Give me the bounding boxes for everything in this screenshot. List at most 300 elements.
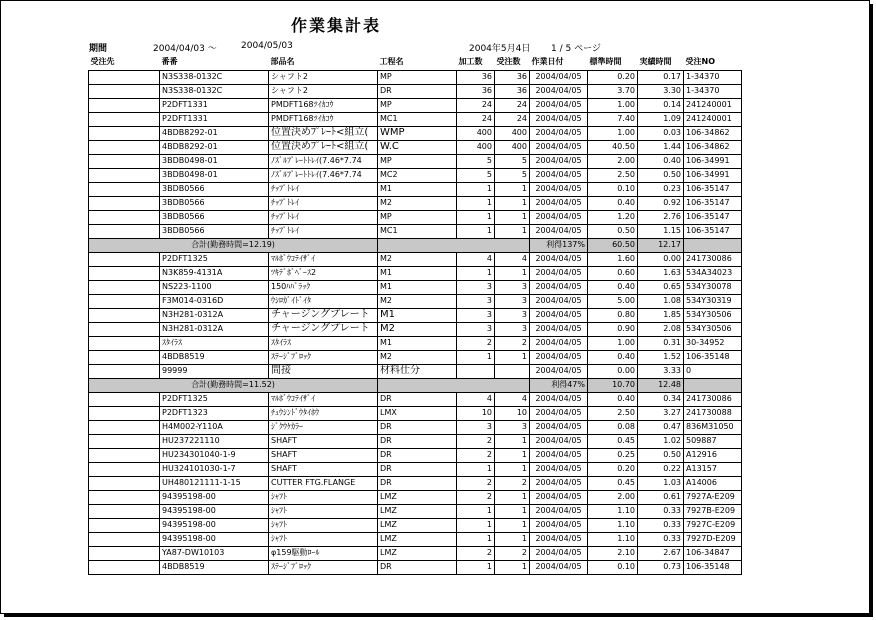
cell-client (89, 294, 160, 308)
table-row (89, 196, 742, 210)
cell-act-time: 1.09 (638, 112, 684, 126)
cell-date: 2004/04/05 (530, 392, 588, 406)
cell-date: 2004/04/05 (530, 308, 588, 322)
cell-order-qty: 2 (495, 546, 530, 560)
cell-part-name: シャフト2 (269, 84, 378, 98)
cell-act-time: 0.00 (638, 252, 684, 266)
cell-act-time: 2.08 (638, 322, 684, 336)
cell-std-time: 0.80 (588, 308, 638, 322)
cell-client (89, 350, 160, 364)
subtotal-act-total: 12.48 (638, 378, 684, 392)
cell-work-qty: 2 (457, 546, 495, 560)
cell-part-name: ﾁｯﾌﾟﾄﾚｲ (269, 196, 378, 210)
cell-part-no: F3M014-0316D (160, 294, 269, 308)
cell-part-name: ﾏﾙﾎﾞｳｺﾃｲｻﾞｲ (269, 392, 378, 406)
cell-work-qty: 1 (457, 196, 495, 210)
cell-std-time: 7.40 (588, 112, 638, 126)
cell-date: 2004/04/05 (530, 266, 588, 280)
cell-std-time: 1.00 (588, 336, 638, 350)
period-from: 2004/04/03 ～ (153, 44, 217, 54)
cell-date: 2004/04/05 (530, 224, 588, 238)
cell-date: 2004/04/05 (530, 112, 588, 126)
table-row (89, 98, 742, 112)
cell-order-no: 106-35148 (684, 350, 742, 364)
table-row (89, 560, 742, 574)
cell-date: 2004/04/05 (530, 294, 588, 308)
cell-client (89, 392, 160, 406)
cell-process: MC1 (378, 112, 457, 126)
cell-act-time: 0.31 (638, 336, 684, 350)
cell-part-no: H4M002-Y110A (160, 420, 269, 434)
cell-order-no: A13157 (684, 462, 742, 476)
cell-order-no: 106-34991 (684, 154, 742, 168)
cell-std-time: 3.70 (588, 84, 638, 98)
table-body (89, 70, 742, 574)
cell-act-time: 0.34 (638, 392, 684, 406)
cell-std-time: 0.40 (588, 350, 638, 364)
cell-part-no: UH480121111-1-15 (160, 476, 269, 490)
cell-process: 材料仕分 (378, 364, 457, 378)
cell-part-no: 3BDB0566 (160, 224, 269, 238)
cell-date: 2004/04/05 (530, 406, 588, 420)
cell-order-no: 7927D-E209 (684, 532, 742, 546)
cell-client (89, 196, 160, 210)
cell-process: MC2 (378, 168, 457, 182)
table-row (89, 280, 742, 294)
cell-work-qty: 5 (457, 168, 495, 182)
cell-order-no: 836M31050 (684, 420, 742, 434)
col-header: 実績時間 (638, 54, 684, 70)
col-header: 受注数 (495, 54, 530, 70)
cell-process: DR (378, 462, 457, 476)
cell-client (89, 546, 160, 560)
cell-std-time: 0.20 (588, 70, 638, 84)
cell-order-no: 1-34370 (684, 70, 742, 84)
table-row (89, 182, 742, 196)
cell-order-no: 241730086 (684, 392, 742, 406)
cell-date: 2004/04/05 (530, 252, 588, 266)
cell-act-time: 0.14 (638, 98, 684, 112)
cell-act-time: 1.85 (638, 308, 684, 322)
cell-act-time: 0.65 (638, 280, 684, 294)
cell-act-time: 3.30 (638, 84, 684, 98)
cell-part-name: SHAFT (269, 462, 378, 476)
cell-part-no: 94395198-00 (160, 518, 269, 532)
print-date: 2004年5月4日 (469, 44, 531, 54)
cell-process: MP (378, 98, 457, 112)
cell-order-qty: 1 (495, 462, 530, 476)
cell-order-qty: 3 (495, 420, 530, 434)
cell-process: W.C (378, 140, 457, 154)
cell-part-no: 3BDB0498-01 (160, 154, 269, 168)
cell-order-no: A14006 (684, 476, 742, 490)
cell-part-name: CUTTER FTG.FLANGE (269, 476, 378, 490)
cell-std-time: 2.00 (588, 490, 638, 504)
cell-part-name: チャージングプレート (269, 322, 378, 336)
report-title: 作業集計表 (291, 16, 382, 35)
subtotal-std-total: 10.70 (588, 378, 638, 392)
subtotal-row (89, 378, 742, 392)
cell-part-name: ﾁｯﾌﾟﾄﾚｲ (269, 210, 378, 224)
cell-process: LMX (378, 406, 457, 420)
cell-order-no: 534Y30319 (684, 294, 742, 308)
cell-act-time: 3.27 (638, 406, 684, 420)
cell-part-name: ﾏﾙﾎﾞｳｺﾃｲｻﾞｲ (269, 252, 378, 266)
table-row (89, 294, 742, 308)
subtotal-row (89, 238, 742, 252)
cell-part-no: 94395198-00 (160, 532, 269, 546)
cell-process: DR (378, 84, 457, 98)
cell-process: LMZ (378, 532, 457, 546)
cell-act-time: 0.33 (638, 532, 684, 546)
cell-date: 2004/04/05 (530, 210, 588, 224)
cell-order-qty: 400 (495, 140, 530, 154)
cell-date: 2004/04/05 (530, 490, 588, 504)
table-row (89, 126, 742, 140)
subtotal-spacer (378, 378, 530, 392)
cell-std-time: 2.50 (588, 168, 638, 182)
cell-order-no: 106-34847 (684, 546, 742, 560)
cell-part-name: 150ﾊﾊﾞﾗｯｸ (269, 280, 378, 294)
period-label: 期間 (89, 44, 108, 54)
table-row (89, 84, 742, 98)
cell-order-qty: 1 (495, 448, 530, 462)
cell-client (89, 532, 160, 546)
col-header: 加工数 (457, 54, 495, 70)
cell-client (89, 266, 160, 280)
cell-work-qty: 1 (457, 518, 495, 532)
cell-order-qty: 24 (495, 112, 530, 126)
page-info: 1 / 5 ページ (551, 44, 601, 54)
cell-part-name: ｽﾃｰｼﾞﾌﾞﾛｯｸ (269, 350, 378, 364)
cell-process: MC1 (378, 224, 457, 238)
cell-process: M2 (378, 196, 457, 210)
cell-order-no: 30-34952 (684, 336, 742, 350)
cell-client (89, 224, 160, 238)
subtotal-spacer (684, 378, 742, 392)
cell-order-qty (495, 364, 530, 378)
table-row (89, 490, 742, 504)
cell-order-qty: 1 (495, 266, 530, 280)
page-shadow-bottom (4, 613, 873, 617)
cell-order-no: 7927A-E209 (684, 490, 742, 504)
cell-process: DR (378, 560, 457, 574)
table-row (89, 70, 742, 84)
table-row (89, 532, 742, 546)
cell-std-time: 1.10 (588, 518, 638, 532)
cell-part-name: 位置決めﾌﾟﾚｰﾄ<組立( (269, 140, 378, 154)
cell-act-time: 1.02 (638, 434, 684, 448)
cell-act-time: 0.22 (638, 462, 684, 476)
cell-client (89, 504, 160, 518)
table-row (89, 112, 742, 126)
cell-std-time: 0.40 (588, 196, 638, 210)
cell-client (89, 420, 160, 434)
table-header-row (89, 54, 742, 70)
cell-part-no: P2DFT1331 (160, 112, 269, 126)
cell-std-time: 1.00 (588, 126, 638, 140)
cell-act-time: 0.40 (638, 154, 684, 168)
cell-std-time: 2.10 (588, 546, 638, 560)
cell-part-name: ﾁｭｳｼﾝﾄﾞｳﾀｲﾎｳ (269, 406, 378, 420)
cell-part-no: N3H281-0312A (160, 322, 269, 336)
table-row (89, 448, 742, 462)
cell-client (89, 126, 160, 140)
cell-part-no: 94395198-00 (160, 504, 269, 518)
cell-part-name: ｼｬﾌﾄ (269, 518, 378, 532)
cell-act-time: 0.03 (638, 126, 684, 140)
cell-order-qty: 3 (495, 280, 530, 294)
cell-work-qty: 3 (457, 280, 495, 294)
cell-order-qty: 1 (495, 518, 530, 532)
col-header: 作業日付 (530, 54, 588, 70)
cell-date: 2004/04/05 (530, 154, 588, 168)
table-row (89, 518, 742, 532)
col-header: 受注NO (684, 54, 742, 70)
cell-std-time: 2.00 (588, 154, 638, 168)
cell-order-no: 7927C-E209 (684, 518, 742, 532)
cell-std-time: 0.60 (588, 266, 638, 280)
cell-work-qty: 400 (457, 140, 495, 154)
cell-date: 2004/04/05 (530, 126, 588, 140)
cell-date: 2004/04/05 (530, 560, 588, 574)
cell-order-no: 7927B-E209 (684, 504, 742, 518)
subtotal-label: 合計(勤務時間=12.19) (89, 238, 378, 252)
subtotal-label: 合計(勤務時間=11.52) (89, 378, 378, 392)
cell-part-name: PMDFT168ﾂｲｶｺｳ (269, 98, 378, 112)
cell-order-no: 241730086 (684, 252, 742, 266)
cell-part-name: ｼｬﾌﾄ (269, 490, 378, 504)
cell-date: 2004/04/05 (530, 168, 588, 182)
cell-order-qty: 1 (495, 350, 530, 364)
cell-client (89, 252, 160, 266)
cell-client (89, 322, 160, 336)
cell-std-time: 1.10 (588, 504, 638, 518)
cell-process: DR (378, 420, 457, 434)
cell-part-no: HU234301040-1-9 (160, 448, 269, 462)
cell-work-qty: 2 (457, 490, 495, 504)
cell-process: M1 (378, 280, 457, 294)
cell-order-qty: 1 (495, 196, 530, 210)
subtotal-spacer (684, 238, 742, 252)
cell-date: 2004/04/05 (530, 504, 588, 518)
cell-date: 2004/04/05 (530, 84, 588, 98)
cell-act-time: 0.50 (638, 448, 684, 462)
cell-order-qty: 3 (495, 308, 530, 322)
table-row (89, 392, 742, 406)
cell-part-no: P2DFT1323 (160, 406, 269, 420)
cell-order-qty: 400 (495, 126, 530, 140)
cell-date: 2004/04/05 (530, 182, 588, 196)
table-row (89, 224, 742, 238)
cell-act-time: 0.17 (638, 70, 684, 84)
cell-work-qty: 4 (457, 252, 495, 266)
cell-part-no: 99999 (160, 364, 269, 378)
cell-process: M2 (378, 350, 457, 364)
cell-part-no: 4BDB8519 (160, 560, 269, 574)
cell-process: M2 (378, 294, 457, 308)
cell-work-qty: 1 (457, 462, 495, 476)
cell-order-no: 106-34991 (684, 168, 742, 182)
cell-act-time: 2.67 (638, 546, 684, 560)
cell-part-no: 4BDB8519 (160, 350, 269, 364)
cell-part-no: N3K859-4131A (160, 266, 269, 280)
cell-process: M1 (378, 308, 457, 322)
cell-client (89, 98, 160, 112)
cell-process: LMZ (378, 546, 457, 560)
cell-order-qty: 24 (495, 98, 530, 112)
cell-order-qty: 2 (495, 336, 530, 350)
cell-client (89, 280, 160, 294)
cell-process: WMP (378, 126, 457, 140)
cell-part-name: ﾉｽﾞﾙﾌﾟﾚｰﾄﾄﾚｲ(7.46*7.74 (269, 154, 378, 168)
cell-part-no: ｽﾀｲﾗｽ (160, 336, 269, 350)
cell-part-name: ｽﾀｲﾗｽ (269, 336, 378, 350)
cell-process: MP (378, 154, 457, 168)
col-header: 標準時間 (588, 54, 638, 70)
cell-std-time: 1.60 (588, 252, 638, 266)
cell-part-no: HU237221110 (160, 434, 269, 448)
cell-work-qty: 1 (457, 350, 495, 364)
cell-part-no: N3S338-0132C (160, 70, 269, 84)
cell-process: LMZ (378, 518, 457, 532)
cell-std-time: 1.10 (588, 532, 638, 546)
cell-part-name: チャージングプレート (269, 308, 378, 322)
cell-part-name: 位置決めﾌﾟﾚｰﾄ<組立( (269, 126, 378, 140)
cell-act-time: 1.44 (638, 140, 684, 154)
cell-date: 2004/04/05 (530, 280, 588, 294)
cell-part-name: ﾁｯﾌﾟﾄﾚｲ (269, 182, 378, 196)
cell-part-no: 3BDB0498-01 (160, 168, 269, 182)
cell-order-qty: 1 (495, 490, 530, 504)
cell-client (89, 210, 160, 224)
cell-part-no: N3H281-0312A (160, 308, 269, 322)
cell-order-qty: 3 (495, 322, 530, 336)
cell-act-time: 2.76 (638, 210, 684, 224)
cell-client (89, 406, 160, 420)
cell-part-name: ｳｼﾛｶﾞｲﾄﾞｲﾀ (269, 294, 378, 308)
cell-std-time: 5.00 (588, 294, 638, 308)
cell-order-qty: 36 (495, 70, 530, 84)
cell-client (89, 84, 160, 98)
cell-order-no: 106-35147 (684, 182, 742, 196)
cell-order-no: 534Y30078 (684, 280, 742, 294)
cell-order-no: 534Y30506 (684, 308, 742, 322)
cell-act-time: 1.08 (638, 294, 684, 308)
cell-part-name: 間接 (269, 364, 378, 378)
table-row (89, 210, 742, 224)
cell-work-qty: 24 (457, 112, 495, 126)
cell-order-no: 241240001 (684, 112, 742, 126)
cell-std-time: 1.20 (588, 210, 638, 224)
cell-date: 2004/04/05 (530, 322, 588, 336)
table-row (89, 252, 742, 266)
cell-std-time: 0.45 (588, 476, 638, 490)
cell-client (89, 70, 160, 84)
cell-client (89, 434, 160, 448)
cell-std-time: 1.00 (588, 98, 638, 112)
cell-part-no: YA87-DW10103 (160, 546, 269, 560)
cell-client (89, 560, 160, 574)
cell-work-qty: 3 (457, 308, 495, 322)
cell-date: 2004/04/05 (530, 196, 588, 210)
cell-part-name: SHAFT (269, 448, 378, 462)
cell-work-qty: 10 (457, 406, 495, 420)
col-header: 工程名 (378, 54, 457, 70)
cell-work-qty: 1 (457, 504, 495, 518)
cell-part-name: φ159駆動ﾛｰﾙ (269, 546, 378, 560)
table-row (89, 336, 742, 350)
cell-order-qty: 4 (495, 252, 530, 266)
cell-order-qty: 1 (495, 182, 530, 196)
cell-part-no: 3BDB0566 (160, 182, 269, 196)
cell-std-time: 0.10 (588, 182, 638, 196)
cell-order-no: 106-35148 (684, 560, 742, 574)
cell-part-no: NS223-1100 (160, 280, 269, 294)
cell-order-no: 106-35147 (684, 196, 742, 210)
cell-order-no: 0 (684, 364, 742, 378)
cell-date: 2004/04/05 (530, 476, 588, 490)
cell-std-time: 0.10 (588, 560, 638, 574)
cell-part-no: 4BDB8292-01 (160, 140, 269, 154)
cell-part-no: P2DFT1325 (160, 252, 269, 266)
cell-process: MP (378, 70, 457, 84)
cell-order-qty: 1 (495, 224, 530, 238)
cell-client (89, 490, 160, 504)
cell-order-no: 106-34862 (684, 126, 742, 140)
subtotal-profit: 利得137% (530, 238, 588, 252)
cell-client (89, 168, 160, 182)
work-summary-table (88, 54, 742, 575)
cell-work-qty: 1 (457, 224, 495, 238)
cell-order-qty: 36 (495, 84, 530, 98)
cell-order-no: 534Y30506 (684, 322, 742, 336)
cell-work-qty: 1 (457, 182, 495, 196)
cell-date: 2004/04/05 (530, 532, 588, 546)
cell-part-name: ｼﾞｸｳｹｶﾗｰ (269, 420, 378, 434)
cell-client (89, 308, 160, 322)
cell-act-time: 1.63 (638, 266, 684, 280)
cell-work-qty: 1 (457, 532, 495, 546)
cell-act-time: 0.33 (638, 518, 684, 532)
cell-work-qty: 2 (457, 476, 495, 490)
cell-part-no: P2DFT1325 (160, 392, 269, 406)
cell-std-time: 40.50 (588, 140, 638, 154)
cell-client (89, 448, 160, 462)
cell-part-no: P2DFT1331 (160, 98, 269, 112)
cell-part-name: ﾉｽﾞﾙﾌﾟﾚｰﾄﾄﾚｲ(7.46*7.74 (269, 168, 378, 182)
cell-std-time: 0.00 (588, 364, 638, 378)
cell-process: LMZ (378, 490, 457, 504)
cell-process: M1 (378, 266, 457, 280)
cell-process: DR (378, 392, 457, 406)
cell-order-no: 106-35147 (684, 210, 742, 224)
table-row (89, 168, 742, 182)
table-row (89, 266, 742, 280)
cell-order-no: A12916 (684, 448, 742, 462)
cell-work-qty: 36 (457, 70, 495, 84)
cell-process: M2 (378, 252, 457, 266)
cell-act-time: 0.61 (638, 490, 684, 504)
cell-order-qty: 1 (495, 560, 530, 574)
cell-process: M2 (378, 322, 457, 336)
cell-work-qty: 5 (457, 154, 495, 168)
cell-client (89, 476, 160, 490)
cell-date: 2004/04/05 (530, 350, 588, 364)
cell-std-time: 0.45 (588, 434, 638, 448)
cell-part-name: ﾂｷﾃﾞﾎﾞﾍﾞｰｽ2 (269, 266, 378, 280)
cell-act-time: 0.33 (638, 504, 684, 518)
